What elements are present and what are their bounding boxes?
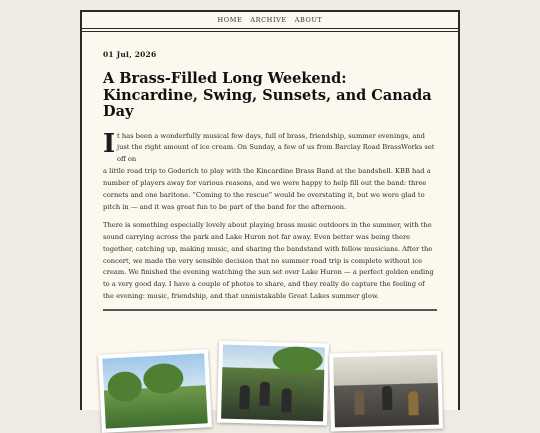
tree-shape — [272, 346, 323, 373]
top-nav — [82, 12, 458, 29]
band-member-shape — [382, 386, 393, 410]
tree-shape — [107, 371, 143, 403]
post-paragraph-2: There is something especially lovely about playing brass music outdoors in the summer, with the sound carrying across the park and Lake Huron not far away. Even better was being there together, catching up, making music, and sharing the bandstand with fellow musicians. After the concert, we made the very sensible decision that no summer road trip is complete without ice cream. We finished the evening watching the sun set over Lake Huron — a perfect golden ending to a very good day. I have a couple of photos to share, and they really do capture the feeling of the evening: music, friendship, and that unmistakable Great Lakes summer glow. — [103, 220, 434, 301]
tree-shape — [143, 363, 185, 395]
band-member-shape — [408, 391, 419, 415]
nav-home-link[interactable]: HOME — [217, 16, 243, 24]
nav-divider — [82, 29, 458, 32]
drop-cap: I — [103, 128, 116, 159]
paragraph-1-continued: a little road trip to Goderich to play with the Kincardine Brass Band at the bandshell. KBB had a number of players away for various reasons, and we were happy to help fill out the band: three cornets and one baritone. “Coming to the rescue” would be overstating it, but we were glad to pitch in — and it was great fun to be part of the band for the afternoon. — [103, 167, 431, 211]
band-member-shape — [259, 382, 270, 406]
photo-2[interactable] — [217, 341, 329, 426]
band-member-shape — [281, 388, 292, 412]
section-divider — [103, 309, 437, 311]
post-content — [82, 50, 458, 311]
photo-1-image — [102, 353, 208, 428]
band-member-shape — [239, 385, 250, 409]
photo-2-image — [221, 345, 325, 422]
post-date: 01 Jul, 2026 — [103, 50, 157, 59]
nav-about-link[interactable]: ABOUT — [294, 16, 323, 24]
photo-3-image — [333, 355, 439, 428]
post-paragraph-1 — [103, 128, 437, 214]
band-member-shape — [354, 391, 365, 415]
post-title: A Brass-Filled Long Weekend: Kincardine, Swing, Sunsets, and Canada Day — [103, 70, 432, 120]
paragraph-1-opening: t has been a wonderfully musical few days, full of brass, friendship, summer evenings, and just the right amount of ice cream. On Sunday, a few of us from Barclay Road BrassWorks set off on — [117, 131, 435, 164]
photo-3[interactable] — [329, 351, 443, 432]
photo-gallery — [0, 330, 540, 410]
photo-1[interactable] — [98, 349, 212, 433]
nav-archive-link[interactable]: ARCHIVE — [250, 16, 287, 24]
